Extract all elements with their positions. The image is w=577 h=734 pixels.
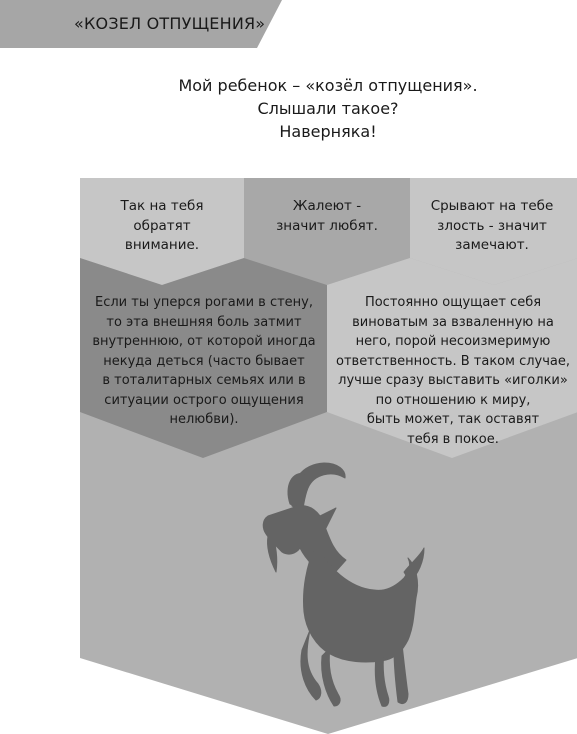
cell-line: то эта внешняя боль затмит (106, 314, 302, 330)
cell-line: него, порой несоизмеримую (355, 334, 551, 349)
title-tag-label: «КОЗЕЛ ОТПУЩЕНИЯ» (74, 14, 266, 33)
cell-middle-right-text (330, 293, 576, 449)
cell-line: Постоянно ощущает себя (364, 295, 542, 310)
cell-line: тебя в покое. (407, 431, 499, 447)
cell-line: лучше сразу выставить «иголки» (338, 373, 568, 388)
cell-line: нелюбви). (169, 412, 239, 427)
cell-line: обратят (133, 217, 191, 234)
intro-line: Наверняка! (279, 122, 377, 141)
cell-middle-left-text (82, 293, 326, 430)
cell-line: Если ты уперся рогами в стену, (95, 295, 313, 310)
cell-line: значит любят. (276, 217, 378, 234)
intro-line: Слышали такое? (257, 99, 399, 118)
cell-line: виноватым за взваленную на (352, 314, 554, 330)
cell-line: быть может, так оставят (366, 412, 540, 427)
cell-line: Так на тебя (120, 198, 204, 214)
cell-line: в тоталитарных семьях или в (102, 373, 306, 388)
cell-line: внутреннюю, от которой иногда (92, 334, 316, 349)
cell-line: замечают. (455, 237, 529, 253)
cell-top-left-text (82, 197, 242, 256)
cell-line: ответственность. В таком случае, (336, 353, 570, 369)
cell-line: Срывают на тебе (430, 198, 554, 214)
cell-top-right-text (412, 197, 572, 256)
cell-line: внимание. (124, 237, 200, 253)
cell-top-middle-text (246, 197, 408, 236)
cell-line: некуда деться (часто бывает (103, 353, 305, 369)
cell-line: Жалеют - (292, 198, 362, 214)
cell-line: ситуации острого ощущения (104, 392, 304, 408)
cell-line: злость - значит (437, 217, 547, 234)
cell-line: по отношению к миру, (375, 392, 531, 408)
intro-line: Мой ребенок – «козёл отпущения». (178, 76, 478, 95)
